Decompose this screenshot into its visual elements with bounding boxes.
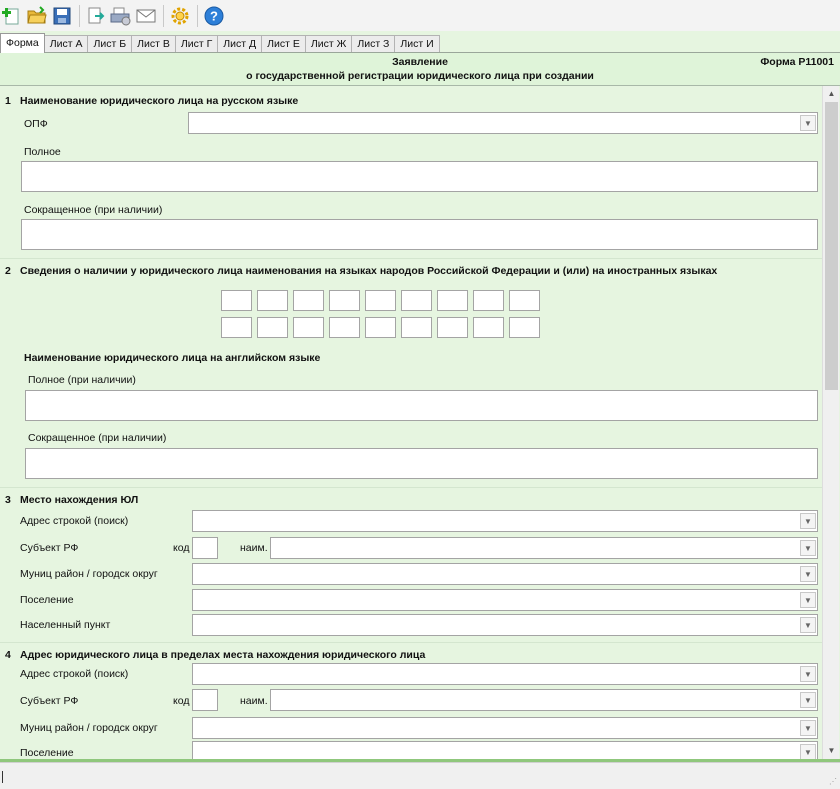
language-cell[interactable] [329, 290, 360, 311]
open-folder-icon[interactable] [26, 5, 48, 27]
subject-label: Субъект РФ [20, 542, 79, 554]
section-3-title [5, 494, 138, 506]
language-cell[interactable] [473, 290, 504, 311]
tab-list-i[interactable]: Лист И [394, 35, 439, 53]
subject-name-select[interactable] [270, 689, 818, 711]
chevron-down-icon[interactable]: ▼ [800, 744, 816, 759]
name-label: наим. [240, 695, 268, 707]
english-short-field[interactable] [25, 448, 818, 479]
section-number: 1 [5, 95, 11, 107]
language-cell[interactable] [473, 317, 504, 338]
settlement-select[interactable] [192, 741, 818, 759]
section-divider [0, 642, 822, 643]
subject-name-select[interactable] [270, 537, 818, 559]
locality-label: Населенный пункт [20, 619, 111, 631]
municipal-label: Муниц район / городск округ [20, 568, 158, 580]
toolbar-separator [79, 5, 80, 27]
language-cell[interactable] [437, 317, 468, 338]
opf-select[interactable] [188, 112, 818, 134]
chevron-down-icon[interactable]: ▼ [800, 720, 816, 736]
english-short-label: Сокращенное (при наличии) [28, 432, 167, 444]
section-number: 3 [5, 494, 11, 506]
language-cell[interactable] [401, 317, 432, 338]
chevron-down-icon[interactable]: ▼ [800, 666, 816, 682]
language-cell[interactable] [221, 317, 252, 338]
new-document-icon[interactable] [1, 5, 23, 27]
chevron-down-icon[interactable]: ▼ [800, 617, 816, 633]
chevron-down-icon[interactable]: ▼ [800, 513, 816, 529]
municipal-select[interactable] [192, 717, 818, 739]
english-name-title: Наименование юридического лица на английском языке [24, 352, 321, 364]
status-bar [0, 762, 840, 789]
tab-list-zh[interactable]: Лист Ж [305, 35, 352, 53]
settlement-label: Поселение [20, 594, 74, 606]
form-content [0, 86, 822, 759]
chevron-down-icon[interactable]: ▼ [800, 566, 816, 582]
municipal-label: Муниц район / городск округ [20, 722, 158, 734]
section-number: 2 [5, 265, 11, 277]
export-icon[interactable] [85, 5, 107, 27]
email-icon[interactable] [135, 5, 157, 27]
section-title-text: Место нахождения ЮЛ [20, 494, 139, 506]
chevron-down-icon[interactable]: ▼ [800, 115, 816, 131]
opf-label: ОПФ [24, 118, 48, 130]
tab-list-z[interactable]: Лист З [351, 35, 395, 53]
language-cell[interactable] [437, 290, 468, 311]
language-cell[interactable] [221, 290, 252, 311]
section-divider [0, 487, 822, 488]
english-full-label: Полное (при наличии) [28, 374, 136, 386]
code-label: код [173, 542, 190, 554]
tab-bar [0, 33, 439, 53]
language-cell[interactable] [293, 290, 324, 311]
subject-code-field[interactable] [192, 689, 218, 711]
status-cursor [2, 771, 3, 783]
tab-list-b[interactable]: Лист Б [87, 35, 132, 53]
scroll-down-icon[interactable]: ▼ [827, 746, 836, 755]
scroll-up-icon[interactable]: ▲ [827, 89, 836, 98]
chevron-down-icon[interactable]: ▼ [800, 540, 816, 556]
address-search-label: Адрес строкой (поиск) [20, 668, 129, 680]
chevron-down-icon[interactable]: ▼ [800, 592, 816, 608]
language-cell[interactable] [365, 290, 396, 311]
settlement-select[interactable] [192, 589, 818, 611]
language-cell[interactable] [257, 290, 288, 311]
municipal-select[interactable] [192, 563, 818, 585]
tab-list-v[interactable]: Лист В [131, 35, 176, 53]
address-search-select[interactable] [192, 510, 818, 532]
language-cell[interactable] [365, 317, 396, 338]
section-divider [0, 258, 822, 259]
language-cell[interactable] [401, 290, 432, 311]
help-icon[interactable] [203, 5, 225, 27]
vertical-scrollbar[interactable] [822, 86, 839, 759]
section-1-title [5, 95, 298, 107]
settings-icon[interactable] [169, 5, 191, 27]
section-title-text: Адрес юридического лица в пределах места нахождения юридического лица [20, 649, 426, 661]
form-code: Форма Р11001 [760, 56, 834, 68]
short-name-label: Сокращенное (при наличии) [24, 204, 163, 216]
svg-text:?: ? [210, 8, 218, 23]
subject-code-field[interactable] [192, 537, 218, 559]
subject-label: Субъект РФ [20, 695, 79, 707]
tab-forma[interactable]: Форма [0, 33, 45, 53]
chevron-down-icon[interactable]: ▼ [800, 692, 816, 708]
language-cell[interactable] [257, 317, 288, 338]
tab-list-e[interactable]: Лист Е [261, 35, 306, 53]
language-cell[interactable] [509, 290, 540, 311]
page-title: Заявление [392, 56, 448, 68]
code-label: код [173, 695, 190, 707]
language-cell[interactable] [329, 317, 360, 338]
section-title-text: Сведения о наличии у юридического лица наименования на языках народов Российской Федерации и (или) на иностранных языках [20, 265, 718, 277]
english-full-field[interactable] [25, 390, 818, 421]
section-title-text: Наименование юридического лица на русском языке [20, 95, 299, 107]
page-subtitle: о государственной регистрации юридического лица при создании [246, 70, 594, 82]
section-4-title [5, 649, 425, 661]
name-label: наим. [240, 542, 268, 554]
section-number: 4 [5, 649, 11, 661]
tab-list-g[interactable]: Лист Г [175, 35, 218, 53]
toolbar-separator [163, 5, 164, 27]
tab-list-d[interactable]: Лист Д [217, 35, 262, 53]
print-icon[interactable] [110, 5, 132, 27]
full-name-field[interactable] [21, 161, 818, 192]
locality-select[interactable] [192, 614, 818, 636]
language-cell[interactable] [509, 317, 540, 338]
form-header [0, 53, 840, 86]
full-name-label: Полное [24, 146, 61, 158]
tab-list-a[interactable]: Лист А [44, 35, 89, 53]
settlement-label: Поселение [20, 747, 74, 759]
short-name-field[interactable] [21, 219, 818, 250]
section-2-title [5, 265, 717, 277]
toolbar-separator [197, 5, 198, 27]
scrollbar-thumb[interactable] [825, 102, 838, 390]
language-cell[interactable] [293, 317, 324, 338]
address-search-select[interactable] [192, 663, 818, 685]
toolbar [0, 0, 840, 31]
address-search-label: Адрес строкой (поиск) [20, 515, 129, 527]
save-icon[interactable] [51, 5, 73, 27]
resize-grip-icon[interactable]: ⋰ [829, 777, 837, 786]
